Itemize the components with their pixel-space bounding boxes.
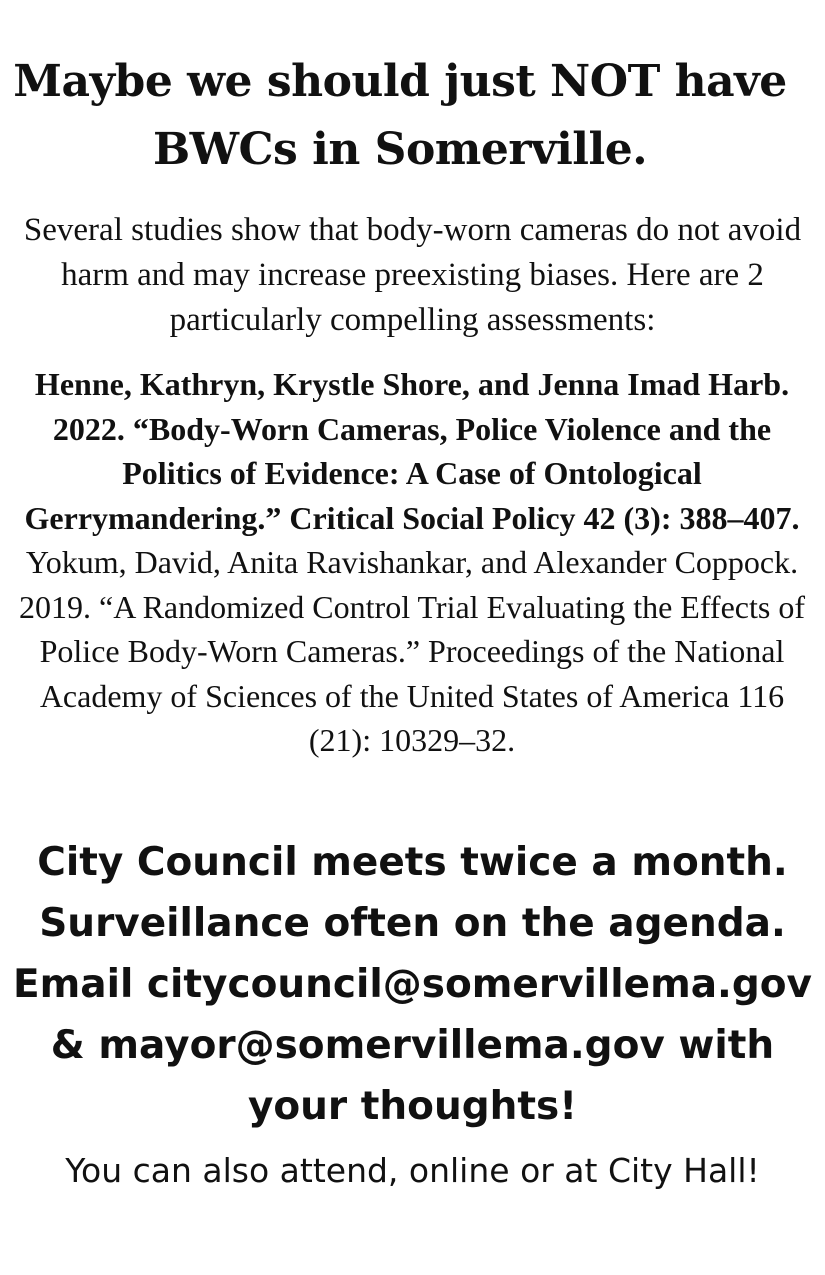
reference-list xyxy=(12,362,812,763)
cta-line-meetings: City Council meets twice a month. xyxy=(37,840,788,885)
cta-line-email-council: Email citycouncil@somervillema.gov xyxy=(13,962,812,1007)
intro-paragraph: Several studies show that body-worn cameras do not avoid harm and may increase preexisting biases. Here are 2 particularly compelling assessments: xyxy=(23,212,802,338)
cta-line-thoughts: your thoughts! xyxy=(247,1084,578,1129)
cta-line-agenda: Surveillance often on the agenda. xyxy=(39,901,786,946)
call-to-action xyxy=(0,832,825,1137)
attendance-note: You can also attend, online or at City Hall! xyxy=(65,1151,760,1190)
headline: Maybe we should just NOT have BWCs in Somerville. xyxy=(13,56,787,175)
cta-line-email-mayor: & mayor@somervillema.gov with xyxy=(50,1023,775,1068)
reference-henne-2022: Henne, Kathryn, Krystle Shore, and Jenna Imad Harb. 2022. “Body-Worn Cameras, Police Violence and the Politics of Evidence: A Case of Ontological Gerrymandering.” Critical Social Policy 42 (3): 388–407. xyxy=(24,366,800,536)
reference-yokum-2019: Yokum, David, Anita Ravishankar, and Alexander Coppock. 2019. “A Randomized Control Trial Evaluating the Effects of Police Body-Worn Cameras.” Proceedings of the National Academy of Sciences of the United States of America 116 (21): 10329–32. xyxy=(19,544,805,758)
